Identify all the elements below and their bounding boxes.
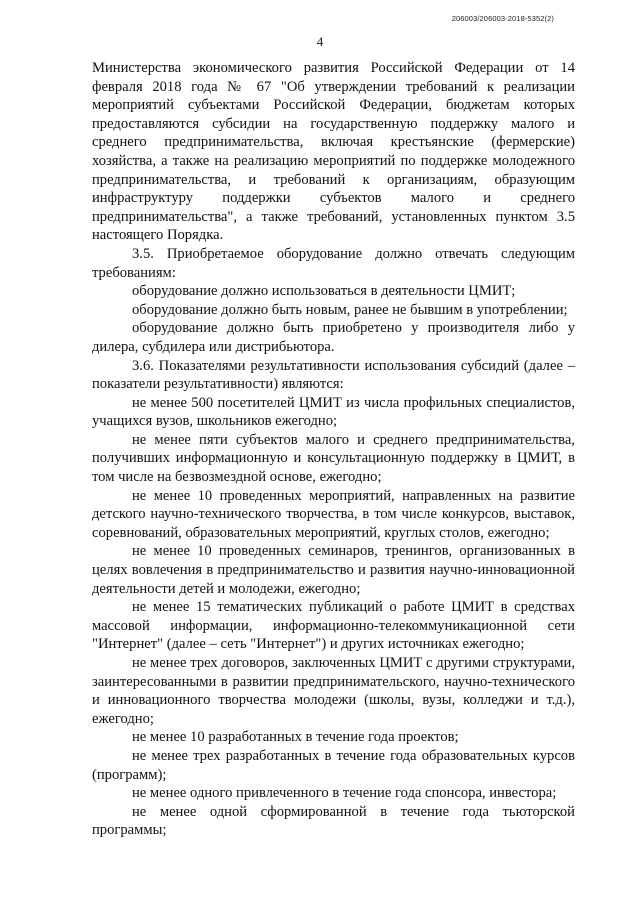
- indicator-item: не менее одного привлеченного в течение года спонсора, инвестора;: [132, 785, 557, 802]
- indicator-item: не менее 10 проведенных семинаров, тренингов, организованных в целях вовлечения в предпринимательство и развития научно-инновационной деятельности детей и молодежи, ежегодно;: [92, 543, 575, 597]
- paragraph-3-5: 3.5. Приобретаемое оборудование должно отвечать следующим требованиям:: [92, 245, 575, 281]
- indicator-item: не менее 10 проведенных мероприятий, направленных на развитие детского научно-технического творчества, в том числе конкурсов, выставок, соревнований, образовательных мероприятий, круглых столов, ежегодно;: [92, 487, 575, 541]
- requirement-item: оборудование должно быть приобретено у производителя либо у дилера, субдилера или дистрибьютора.: [92, 320, 575, 355]
- indicator-item: не менее пяти субъектов малого и среднего предпринимательства, получивших информационную и консультационную поддержку в ЦМИТ, в том числе на безвозмездной основе, ежегодно;: [92, 431, 575, 486]
- indicator-item: не менее одной сформированной в течение года тьюторской программы;: [92, 803, 575, 839]
- indicator-item: не менее трех договоров, заключенных ЦМИТ с другими структурами, заинтересованными в развитии предпринимательского, научно-технического и инновационного творчества молодежи (школы, вузы, колледжи и т.д.), ежегодно;: [92, 655, 575, 727]
- requirement-item: оборудование должно использоваться в деятельности ЦМИТ;: [132, 283, 516, 300]
- indicator-item: не менее 15 тематических публикаций о работе ЦМИТ в средствах массовой информации, информационно-телекоммуникационной сети "Интернет" (далее – сеть "Интернет") и других источниках ежегодно;: [92, 599, 575, 653]
- indicator-item: не менее 10 разработанных в течение года проектов;: [132, 729, 459, 746]
- paragraph-ministry-reference: Министерства экономического развития Российской Федерации от 14 февраля 2018 года № 67 "Об утверждении требований к реализации мероприятий субъектами Российской Федерации, бюджетам которых предоставляются субсидии на государственную поддержку малого и среднего предпринимательства, включая крестьянские (фермерские) хозяйства, а также на реализацию мероприятий по поддержке молодежного предпринимательства, и требований к организациям, образующим инфраструктуру поддержки субъектов малого и среднего предпринимательства", а также требований, установленных пунктом 3.5 настоящего Порядка.: [92, 60, 575, 244]
- page-number: 4: [316, 34, 324, 49]
- paragraph-3-6: 3.6. Показателями результативности использования субсидий (далее – показатели результативности) являются:: [92, 357, 575, 393]
- indicator-item: не менее 500 посетителей ЦМИТ из числа профильных специалистов, учащихся вузов, школьников ежегодно;: [92, 394, 575, 430]
- indicator-item: не менее трех разработанных в течение года образовательных курсов (программ);: [92, 747, 575, 783]
- document-body: [92, 59, 575, 840]
- requirement-item: оборудование должно быть новым, ранее не бывшим в употреблении;: [132, 301, 568, 318]
- document-id: 206003/206003-2018-5352(2): [451, 14, 554, 23]
